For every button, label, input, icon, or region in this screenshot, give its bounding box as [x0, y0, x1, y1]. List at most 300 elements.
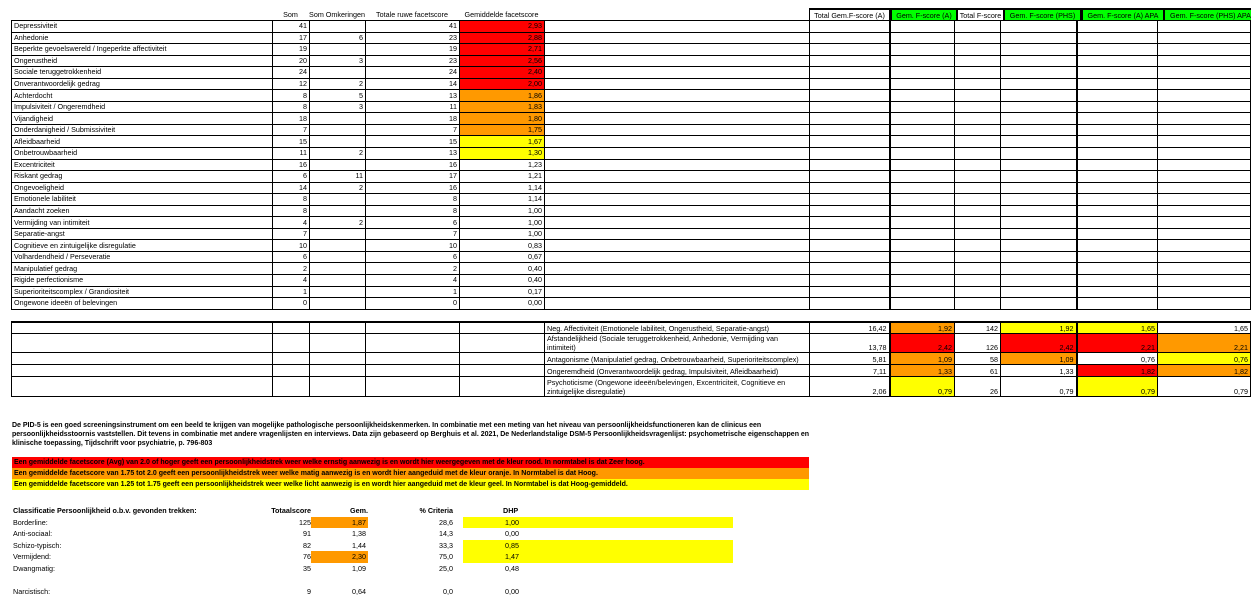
domain-gem-phs: 1,92 [1001, 322, 1077, 333]
legend-yellow: Een gemiddelde facetscore van 1.25 tot 1.75 geeft een persoonlijkheidstrek weer welke licht aanwezig is en wordt hier aangeduid met de kleur geel. In Normtabel is dat Hoog-gemiddeld. [12, 479, 809, 490]
classification-totaalscore: 9 [307, 586, 311, 596]
facet-som-omkeringen [310, 298, 366, 310]
empty-cell [955, 124, 1001, 136]
empty-cell [890, 136, 955, 148]
classification-totaalscore: 125 [299, 517, 311, 527]
empty-cell [1158, 171, 1251, 183]
intro-paragraph: De PID-5 is een goed screeningsinstrument om een beeld te krijgen van mogelijke pathologische persoonlijkheidskenmerken. In combinatie met een meting van het niveau van persoonlijkheidsfunctioneren kan de clinicus een persoonlijkheidsstoornis vaststellen. Dit tevens in combinatie met andere vragenlijsten en interviews. Data zijn gebaseerd op Berghuis et al. 2021, De Nederlandstalige DSM-5 Persoonlijkheidsvragenlijst: psychometrische eigenschappen en klinische toepassing, Tijdschrift voor psychiatrie, p. 796-803 [12, 422, 810, 447]
facet-gemiddelde: 0,40 [460, 275, 545, 287]
empty-cell [955, 298, 1001, 310]
empty-cell [545, 275, 810, 287]
facet-som-omkeringen [310, 275, 366, 287]
empty-cell [1077, 78, 1158, 90]
empty-cell [1158, 182, 1251, 194]
empty-cell [810, 275, 890, 287]
empty-cell [545, 251, 810, 263]
header-som: Som [283, 10, 298, 19]
empty-cell [1001, 78, 1077, 90]
domain-gem-phs-apa: 0,79 [1158, 376, 1251, 396]
header-dhp: DHP [503, 506, 519, 515]
empty-cell [545, 67, 810, 79]
empty-cell [545, 159, 810, 171]
empty-cell [1158, 240, 1251, 252]
empty-cell [545, 286, 810, 298]
facet-row [12, 159, 1251, 171]
classification-criteria: 33,3 [439, 540, 453, 550]
facet-row [12, 263, 1251, 275]
domain-row [12, 322, 1251, 333]
empty-cell [955, 78, 1001, 90]
domain-gem-phs: 0,79 [1001, 376, 1077, 396]
empty-cell [810, 217, 890, 229]
empty-cell [310, 364, 366, 376]
empty-cell [955, 32, 1001, 44]
classification-gem: 1,44 [352, 540, 366, 550]
empty-cell [1077, 32, 1158, 44]
facet-row [12, 55, 1251, 67]
empty-cell [1158, 205, 1251, 217]
facet-som-omkeringen [310, 286, 366, 298]
empty-cell [890, 298, 955, 310]
facet-label: Manipulatief gedrag [12, 263, 273, 275]
domain-gem-a: 2,42 [890, 333, 955, 352]
facet-row [12, 113, 1251, 125]
facet-row [12, 251, 1251, 263]
empty-cell [460, 333, 545, 352]
facet-label: Ongewone ideeën of belevingen [12, 298, 273, 310]
empty-cell [810, 113, 890, 125]
empty-cell [810, 240, 890, 252]
facet-som: 10 [273, 240, 310, 252]
empty-cell [366, 376, 460, 396]
classification-row [13, 586, 733, 598]
header-gem-fscore-phs-apa: Gem. F-score (PHS) APA [1164, 9, 1251, 21]
facet-gemiddelde: 1,14 [460, 182, 545, 194]
empty-cell [1077, 101, 1158, 113]
empty-cell [545, 263, 810, 275]
empty-cell [810, 124, 890, 136]
facet-totale-ruwe: 1 [366, 286, 460, 298]
header-gem: Gem. [350, 506, 368, 515]
spacer [463, 551, 503, 563]
empty-cell [890, 32, 955, 44]
header-gemiddelde-facetscore: Gemiddelde facetscore [464, 10, 539, 19]
facet-som-omkeringen: 11 [310, 171, 366, 183]
empty-cell [310, 376, 366, 396]
facet-totale-ruwe: 6 [366, 251, 460, 263]
empty-cell [1001, 44, 1077, 56]
domain-total-f: 126 [955, 333, 1001, 352]
facet-totale-ruwe: 0 [366, 298, 460, 310]
classification-totaalscore: 82 [303, 540, 311, 550]
domain-gem-a: 1,33 [890, 364, 955, 376]
facet-som-omkeringen [310, 228, 366, 240]
empty-cell [1158, 159, 1251, 171]
facet-label: Volhardendheid / Perseveratie [12, 251, 273, 263]
empty-cell [1158, 67, 1251, 79]
empty-cell [1158, 194, 1251, 206]
empty-cell [810, 194, 890, 206]
facet-totale-ruwe: 41 [366, 21, 460, 33]
empty-cell [1077, 124, 1158, 136]
facet-som-omkeringen [310, 240, 366, 252]
empty-cell [545, 194, 810, 206]
facet-totale-ruwe: 7 [366, 124, 460, 136]
empty-cell [1001, 55, 1077, 67]
classification-criteria: 0,0 [443, 586, 453, 596]
empty-cell [1001, 240, 1077, 252]
empty-cell [955, 251, 1001, 263]
domain-table [11, 321, 1251, 397]
empty-cell [1158, 55, 1251, 67]
empty-cell [890, 21, 955, 33]
facet-som: 8 [273, 101, 310, 113]
empty-cell [1158, 148, 1251, 160]
empty-cell [1158, 44, 1251, 56]
facet-som-omkeringen: 2 [310, 182, 366, 194]
header-criteria: % Criteria [419, 506, 453, 515]
facet-gemiddelde: 1,23 [460, 159, 545, 171]
empty-cell [890, 55, 955, 67]
facet-row [12, 90, 1251, 102]
empty-cell [545, 32, 810, 44]
empty-cell [1077, 217, 1158, 229]
facet-label: Riskant gedrag [12, 171, 273, 183]
legend-red: Een gemiddelde facetscore (Avg) van 2.0 of hoger geeft een persoonlijkheidstrek weer welke ernstig aanwezig is en wordt hier weergegeven met de kleur rood. In normtabel is dat Zeer hoog. [12, 457, 809, 468]
empty-cell [955, 194, 1001, 206]
domain-row [12, 364, 1251, 376]
facet-gemiddelde: 0,67 [460, 251, 545, 263]
empty-cell [545, 78, 810, 90]
empty-cell [545, 55, 810, 67]
empty-cell [1001, 217, 1077, 229]
empty-cell [810, 286, 890, 298]
domain-gem-phs: 2,42 [1001, 333, 1077, 352]
facet-gemiddelde: 0,00 [460, 298, 545, 310]
spacer-row [13, 574, 733, 586]
domain-gem-phs: 1,09 [1001, 352, 1077, 364]
empty-cell [545, 217, 810, 229]
facet-gemiddelde: 2,88 [460, 32, 545, 44]
color-legend [12, 457, 809, 490]
empty-cell [810, 32, 890, 44]
domain-gem-a-apa: 0,76 [1077, 352, 1158, 364]
facet-row [12, 298, 1251, 310]
facet-som-omkeringen: 3 [310, 101, 366, 113]
empty-cell [545, 44, 810, 56]
empty-cell [1001, 205, 1077, 217]
facet-row [12, 101, 1251, 113]
classification-criteria: 75,0 [439, 552, 453, 561]
facet-label: Afleidbaarheid [12, 136, 273, 148]
empty-cell [810, 101, 890, 113]
facet-row [12, 240, 1251, 252]
facet-gemiddelde: 2,93 [460, 21, 545, 33]
empty-cell [1158, 217, 1251, 229]
empty-cell [1077, 67, 1158, 79]
facet-som-omkeringen [310, 205, 366, 217]
empty-cell [890, 101, 955, 113]
facet-som-omkeringen: 3 [310, 55, 366, 67]
empty-cell [955, 136, 1001, 148]
domain-gem-phs-apa: 0,76 [1158, 352, 1251, 364]
empty-cell [273, 364, 310, 376]
empty-cell [890, 194, 955, 206]
empty-cell [545, 101, 810, 113]
facet-label: Excentriciteit [12, 159, 273, 171]
classification-table [13, 505, 733, 597]
empty-cell [310, 352, 366, 364]
empty-cell [955, 90, 1001, 102]
empty-cell [1001, 228, 1077, 240]
facet-som: 16 [273, 159, 310, 171]
facet-som-omkeringen: 6 [310, 32, 366, 44]
empty-cell [810, 90, 890, 102]
header-gem-fscore-phs: Gem. F-score (PHS) [1004, 9, 1081, 21]
facet-label: Onderdanigheid / Submissiviteit [12, 124, 273, 136]
domain-total-gem-a: 16,42 [810, 322, 890, 333]
empty-cell [1077, 205, 1158, 217]
facet-gemiddelde: 0,83 [460, 240, 545, 252]
domain-gem-phs-apa: 1,65 [1158, 322, 1251, 333]
classification-label: Borderline: [13, 517, 48, 527]
empty-cell [1077, 182, 1158, 194]
classification-dhp: 1,47 [503, 551, 733, 563]
facet-som-omkeringen [310, 263, 366, 275]
empty-cell [890, 124, 955, 136]
facet-som-omkeringen [310, 251, 366, 263]
empty-cell [1158, 21, 1251, 33]
empty-cell [1158, 228, 1251, 240]
empty-cell [955, 159, 1001, 171]
domain-gem-phs-apa: 2,21 [1158, 333, 1251, 352]
empty-cell [810, 251, 890, 263]
empty-cell [955, 275, 1001, 287]
classification-dhp: 0,00 [505, 586, 519, 596]
classification-row [13, 540, 733, 552]
facet-totale-ruwe: 19 [366, 44, 460, 56]
facet-som: 15 [273, 136, 310, 148]
empty-cell [1001, 182, 1077, 194]
header-total-fscore: Total F-score [957, 9, 1004, 21]
empty-cell [1001, 263, 1077, 275]
facet-som: 1 [273, 286, 310, 298]
domain-total-gem-a: 7,11 [810, 364, 890, 376]
empty-cell [1077, 159, 1158, 171]
empty-cell [890, 286, 955, 298]
classification-label: Schizo-typisch: [13, 540, 62, 550]
empty-cell [545, 124, 810, 136]
facet-gemiddelde: 0,40 [460, 263, 545, 275]
facet-som-omkeringen: 2 [310, 78, 366, 90]
classification-gem: 0,64 [352, 586, 366, 596]
facet-som-omkeringen [310, 113, 366, 125]
classification-gem: 1,87 [311, 517, 368, 529]
spacer [463, 586, 503, 598]
empty-cell [1001, 101, 1077, 113]
classification-criteria: 25,0 [439, 563, 453, 573]
facet-som-omkeringen [310, 159, 366, 171]
facet-label: Emotionele labiliteit [12, 194, 273, 206]
facet-totale-ruwe: 8 [366, 194, 460, 206]
domain-row [12, 376, 1251, 396]
empty-cell [1158, 263, 1251, 275]
domain-gem-phs: 1,33 [1001, 364, 1077, 376]
empty-cell [890, 78, 955, 90]
empty-cell [890, 44, 955, 56]
empty-cell [1001, 21, 1077, 33]
empty-cell [310, 333, 366, 352]
facet-som-omkeringen [310, 44, 366, 56]
empty-cell [810, 171, 890, 183]
facet-row [12, 44, 1251, 56]
facet-som: 8 [273, 205, 310, 217]
empty-cell [890, 182, 955, 194]
empty-cell [810, 159, 890, 171]
empty-cell [955, 148, 1001, 160]
facet-row [12, 124, 1251, 136]
empty-cell [1077, 228, 1158, 240]
domain-total-gem-a: 13,78 [810, 333, 890, 352]
facet-som: 12 [273, 78, 310, 90]
empty-cell [810, 263, 890, 275]
facet-totale-ruwe: 6 [366, 217, 460, 229]
facet-som-omkeringen [310, 136, 366, 148]
facet-gemiddelde: 0,17 [460, 286, 545, 298]
domain-total-f: 142 [955, 322, 1001, 333]
facet-label: Superioriteitscomplex / Grandiositeit [12, 286, 273, 298]
domain-total-f: 26 [955, 376, 1001, 396]
classification-row [13, 517, 733, 529]
empty-cell [1158, 101, 1251, 113]
empty-cell [810, 148, 890, 160]
facet-label: Onbetrouwbaarheid [12, 148, 273, 160]
facet-gemiddelde: 1,00 [460, 205, 545, 217]
empty-cell [1001, 90, 1077, 102]
empty-cell [890, 67, 955, 79]
empty-cell [810, 67, 890, 79]
facet-som-omkeringen: 2 [310, 217, 366, 229]
empty-cell [955, 67, 1001, 79]
empty-cell [545, 228, 810, 240]
empty-cell [955, 113, 1001, 125]
empty-cell [273, 322, 310, 333]
spacer [463, 517, 503, 529]
classification-criteria: 14,3 [439, 529, 453, 538]
facet-som: 4 [273, 275, 310, 287]
empty-cell [955, 263, 1001, 275]
classification-dhp: 0,48 [505, 563, 519, 573]
facet-label: Rigide perfectionisme [12, 275, 273, 287]
facet-totale-ruwe: 4 [366, 275, 460, 287]
empty-cell [545, 182, 810, 194]
empty-cell [810, 55, 890, 67]
empty-cell [1077, 21, 1158, 33]
header-totaalscore: Totaalscore [271, 506, 311, 515]
classification-gem: 1,09 [352, 563, 366, 573]
facet-row [12, 182, 1251, 194]
empty-cell [1001, 251, 1077, 263]
classification-label: Vermijdend: [13, 552, 51, 561]
empty-cell [545, 136, 810, 148]
facet-row [12, 275, 1251, 287]
empty-cell [810, 136, 890, 148]
facet-totale-ruwe: 15 [366, 136, 460, 148]
classification-row [13, 563, 733, 575]
facet-label: Anhedonie [12, 32, 273, 44]
spacer [463, 528, 503, 540]
empty-cell [1077, 55, 1158, 67]
empty-cell [1001, 159, 1077, 171]
classification-gem: 1,38 [352, 529, 366, 538]
facet-totale-ruwe: 7 [366, 228, 460, 240]
header-total-gem-fscore-a: Total Gem.F-score (A) [809, 9, 890, 21]
empty-cell [1158, 113, 1251, 125]
facet-totale-ruwe: 8 [366, 205, 460, 217]
facet-label: Beperkte gevoelswereld / Ingeperkte affectiviteit [12, 44, 273, 56]
facet-label: Ongevoeligheid [12, 182, 273, 194]
domain-label: Psychoticisme (Ongewone ideeën/belevingen, Excentriciteit, Cognitieve en zintuigelijke disregulatie) [545, 376, 810, 396]
empty-cell [1158, 136, 1251, 148]
domain-gem-a: 0,79 [890, 376, 955, 396]
facet-gemiddelde: 2,56 [460, 55, 545, 67]
classification-totaalscore: 35 [303, 563, 311, 573]
facet-som: 24 [273, 67, 310, 79]
classification-row [13, 528, 733, 540]
empty-cell [1001, 67, 1077, 79]
facet-row [12, 194, 1251, 206]
facet-som: 6 [273, 251, 310, 263]
facet-label: Separatie-angst [12, 228, 273, 240]
empty-cell [1001, 113, 1077, 125]
empty-cell [955, 44, 1001, 56]
facet-label: Cognitieve en zintuigelijke disregulatie [12, 240, 273, 252]
empty-cell [1077, 240, 1158, 252]
empty-cell [1158, 90, 1251, 102]
facet-som: 2 [273, 263, 310, 275]
empty-cell [1158, 124, 1251, 136]
facet-row [12, 67, 1251, 79]
empty-cell [1158, 251, 1251, 263]
domain-total-gem-a: 5,81 [810, 352, 890, 364]
empty-cell [955, 205, 1001, 217]
empty-cell [1077, 44, 1158, 56]
domain-total-f: 61 [955, 364, 1001, 376]
facet-totale-ruwe: 13 [366, 148, 460, 160]
facet-label: Impulsiviteit / Ongeremdheid [12, 101, 273, 113]
spacer [453, 586, 463, 598]
domain-gem-a-apa: 1,82 [1077, 364, 1158, 376]
empty-cell [310, 322, 366, 333]
empty-cell [955, 21, 1001, 33]
empty-cell [890, 171, 955, 183]
empty-cell [890, 205, 955, 217]
empty-cell [955, 101, 1001, 113]
classification-label: Anti-sociaal: [13, 529, 53, 538]
empty-cell [366, 364, 460, 376]
empty-cell [1001, 171, 1077, 183]
facet-gemiddelde: 1,00 [460, 228, 545, 240]
facet-gemiddelde: 1,75 [460, 124, 545, 136]
classification-criteria: 28,6 [439, 517, 453, 527]
facet-row [12, 21, 1251, 33]
empty-cell [366, 352, 460, 364]
empty-cell [1001, 148, 1077, 160]
facet-totale-ruwe: 14 [366, 78, 460, 90]
empty-cell [1158, 78, 1251, 90]
facet-totale-ruwe: 2 [366, 263, 460, 275]
domain-row [12, 333, 1251, 352]
